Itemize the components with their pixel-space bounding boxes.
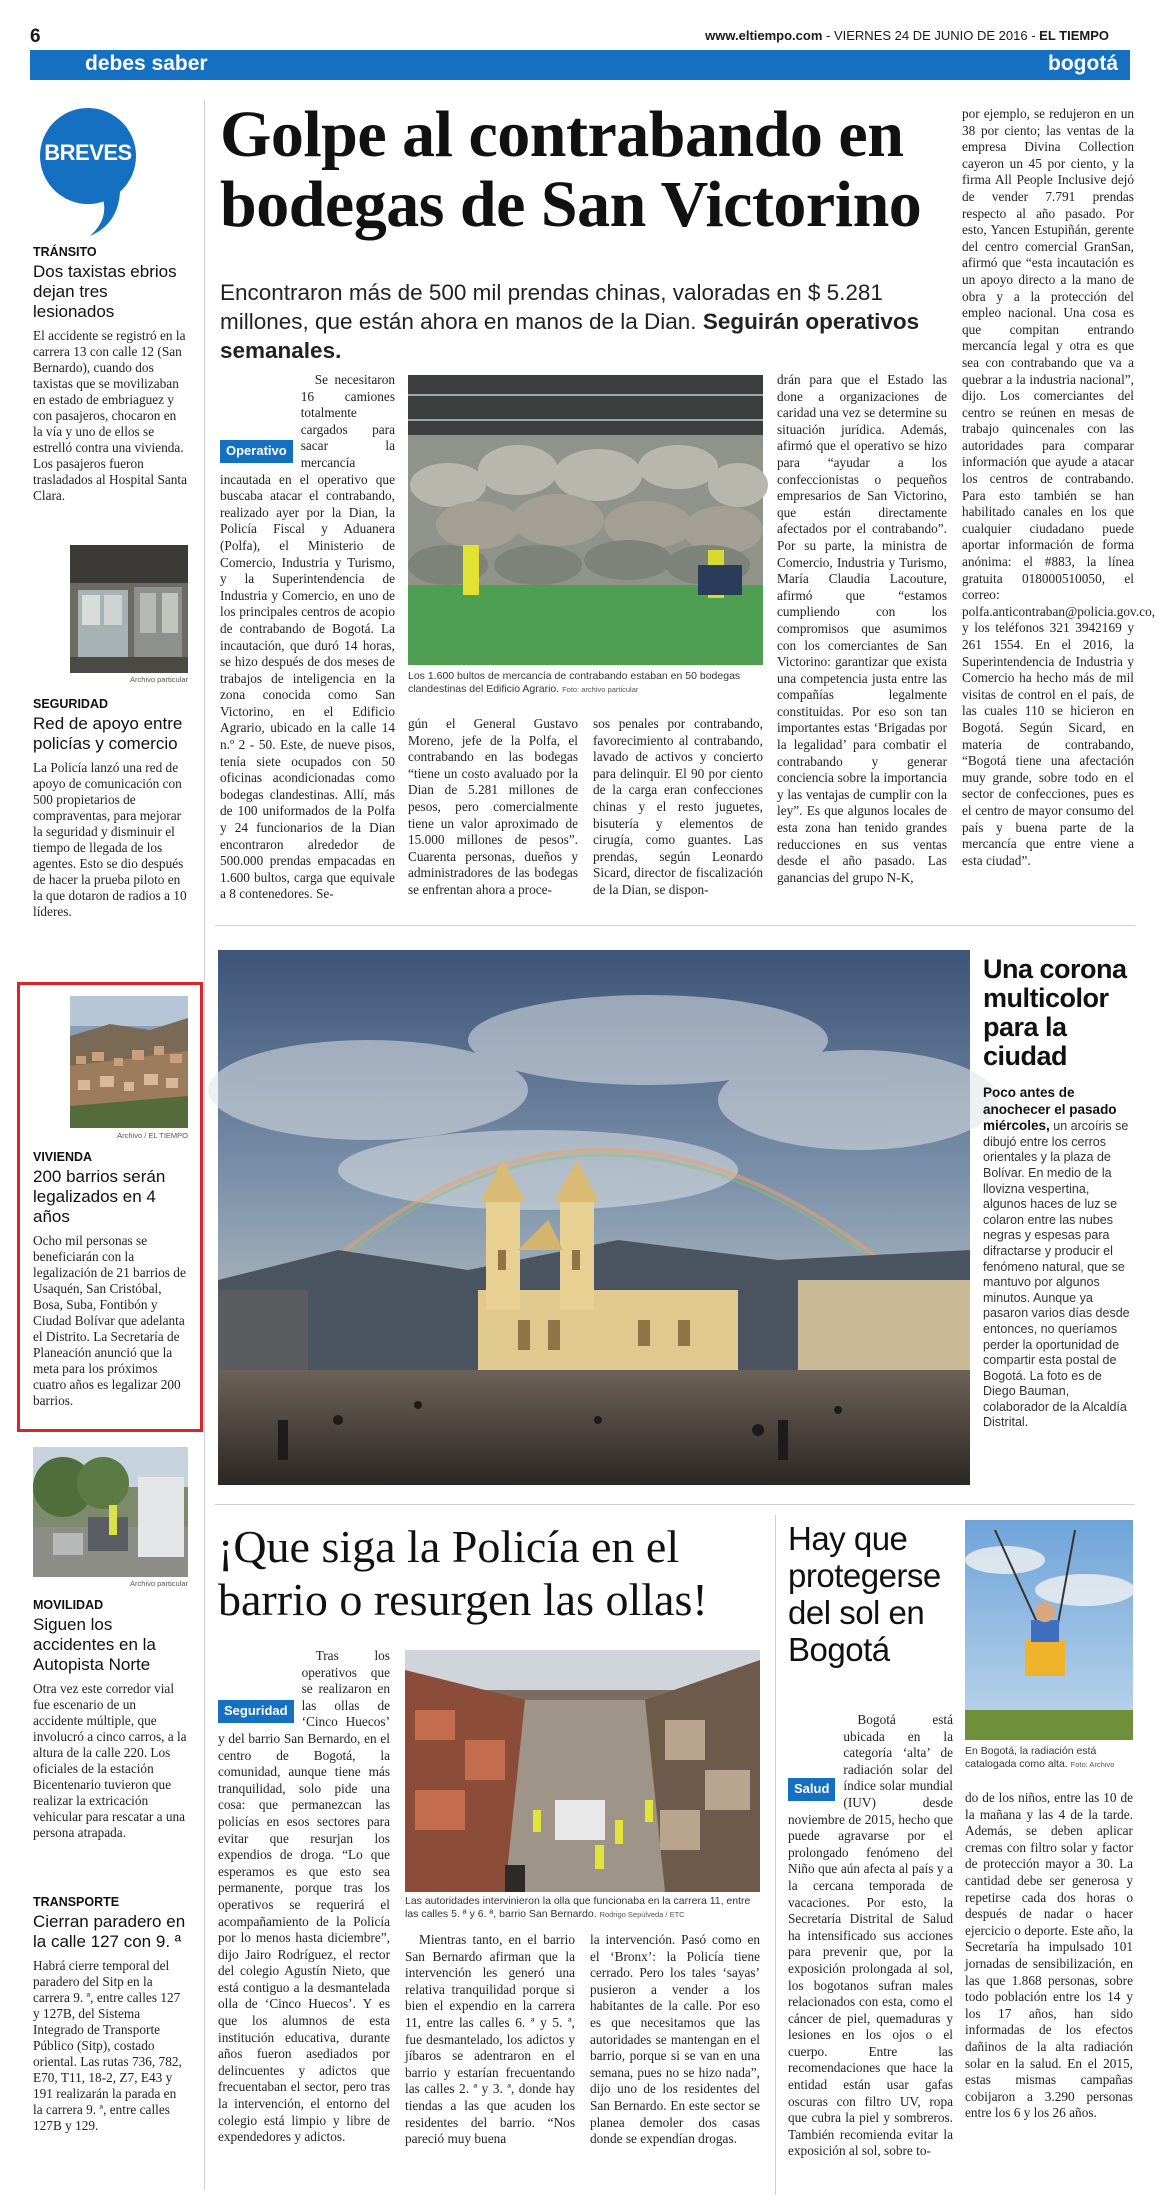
photo-credit: Foto: Archivo — [1070, 1760, 1115, 1769]
article-text: Se necesitaron 16 camiones totalmente cargados para sacar la mercancía incautada en el operativo que buscaba atacar el contrabando, realizado ayer por la Dian, la Policía Fiscal y Aduanera (Polfa), el Ministerio de Comercio, Industria y Turismo, y la Superintendencia de Industria y Comercio, en uno de los principales centros de acopio de contrabando de Bogotá. La incautación, que duró 14 horas, se hizo después de dos meses de trabajos de inteligencia en la zona conocida como San Victorino, en el Edificio Agrario, ubicado en la calle 14 n.º 2 - 50. Este, de nueve pisos, tenía siete ocupados con 50 oficinas acondicionadas como bodegas clandestinas. Allí, más de 100 uniformados de la Polfa y 24 funcionarios de la Dian encontraron alrededor de 500.000 prendas empacadas en 1.600 bultos, carga que equivale a 8 contenedores. Se- — [220, 372, 395, 902]
feature-body: un arcoíris se dibujó entre los cerros orientales y la plaza de Bolívar. En medio de la llovizna vespertina, algunos haces de luz se colaron entre las nubes negras y espesas para difractarse y producir el fenómeno natural, que se mantuvo por algunos minutos. Aunque ya pasaron varios días desde entonces, no queríamos perder la oportunidad de compartir esta postal de Bogotá. La foto es de Diego Bauman, colaborador de la Alcaldía Distrital. — [983, 1119, 1130, 1430]
brief-photo-autopista — [33, 1447, 188, 1577]
issue-date: VIERNES 24 DE JUNIO DE 2016 — [833, 28, 1028, 43]
brief-text: Habrá cierre temporal del paradero del Sitp en la carrera 9. ª, entre calles 127 y 127B, del Sistema Integrado de Transporte Público (Sitp), costado oriental. Las rutas 736, 782, E70, T11, 18-2, Z7, E43 y 191 realizarán la parada en la carrera 9. ª, entre calles 127B y 129. — [33, 1958, 182, 2133]
lead-col-5 — [962, 106, 1156, 912]
article-text: sos penales por contrabando, favorecimiento al contrabando, lavado de activos y concierto para delinquir. El 90 por ciento de la carga eran confecciones chinas y el resto juguetes, bisutería y elementos de cirugía, como guantes. Las prendas, según Leonardo Sicard, director de fiscalización de la Dian, se dispon- — [593, 716, 763, 897]
photo-credit: Rodrigo Sepúlveda / ETC — [599, 1910, 685, 1919]
rule — [215, 925, 1135, 926]
lead-headline[interactable]: Golpe al contrabando en bodegas de San Victorino — [220, 98, 922, 241]
brief-transito — [33, 245, 189, 504]
brief-label: TRANSPORTE — [33, 1895, 120, 1909]
photo-credit: Foto: archivo particular — [562, 685, 639, 694]
photo-caption — [965, 1745, 1133, 1771]
brief-movilidad — [33, 1598, 189, 1841]
brief-text: La Policía lanzó una red de apoyo de comunicación con 500 propietarios de compraventas, para mejorar la seguridad y disminuir el tiempo de llegada de los agentes. Esto se dio después de hacer la prueba piloto en la que dotaron de radios a 10 líderes. — [33, 760, 187, 919]
section-city: bogotá — [1048, 52, 1118, 75]
lead-col-4 — [777, 372, 947, 912]
section-tag: Operativo — [220, 440, 293, 463]
brief-vivienda — [33, 1150, 193, 1409]
police-col-2 — [405, 1932, 575, 2192]
column-divider — [204, 100, 205, 2190]
feature-text — [983, 1085, 1133, 1431]
caption-text: En Bogotá, la radiación está catalogada como alta. — [965, 1745, 1097, 1770]
rainbow-photo — [218, 950, 970, 1485]
lead-col-2 — [408, 716, 578, 912]
article-text: Tras los operativos que se realizaron en las ollas de ‘Cinco Huecos’ y del barrio San Bernardo, en el centro de Bogotá, la comunidad, aunque tiene más tranquilidad, solo pide una cosa: que permanezcan las policías en esos sectores para evitar que resurjan los expendios de droga. “Lo que esperamos es que esto sea permanente, porque tras los operativos se requerirá el acompañamiento de la Policía por lo menos hasta diciembre”, dijo Jairo Rodríguez, el rector del colegio Agustín Nieto, que está contiguo a la desmantelada olla de ‘Cinco Huecos’. Y es que los alumnos de esta institución educativa, durante años fueron asediados por delincuentes y adictos que frecuentaban el sector, pero tras la intervención, el entorno del colegio está limpio y libre de expendedores y adictos. — [218, 1648, 390, 2145]
lead-photo — [408, 375, 763, 665]
brief-photo-barrios — [70, 996, 188, 1128]
sun-photo — [965, 1520, 1133, 1740]
folio: www.eltiempo.com - VIERNES 24 DE JUNIO DE 2016 - EL TIEMPO — [705, 28, 1109, 43]
police-headline[interactable]: ¡Que siga la Policía en el barrio o resurgen las ollas! — [218, 1521, 708, 1625]
rule — [215, 1504, 1135, 1505]
photo-credit: Archivo / EL TIEMPO — [117, 1131, 188, 1140]
section-bar — [30, 50, 1130, 80]
brief-transporte — [33, 1895, 189, 2134]
brief-photo-shop — [70, 545, 188, 673]
brief-label: MOVILIDAD — [33, 1598, 104, 1612]
brief-text: El accidente se registró en la carrera 13 con calle 12 (San Bernardo), cuando dos taxistas que se movilizaban en estado de embriaguez y con pasajeros, chocaron en la vía y uno de ellos se estrelló contra una vivienda. Los pasajeros fueron trasladados al Hospital Santa Clara. — [33, 328, 187, 503]
brief-text: Ocho mil personas se beneficiarán con la legalización de 21 barrios de Usaquén, San Cristóbal, Bosa, Suba, Fontibón y Ciudad Bolívar que adelanta el Distrito. La Secretaría de Planeación anunció que la meta para los próximos cuatro años es legalizar 200 barrios. — [33, 1233, 186, 1408]
feature-lead: Poco antes de anochecer el pasado miércoles, — [983, 1085, 1117, 1134]
brief-headline[interactable]: Red de apoyo entre policías y comercio — [33, 714, 183, 753]
brief-headline[interactable]: Siguen los accidentes en la Autopista Norte — [33, 1615, 156, 1674]
deck-text: Encontraron más de 500 mil prendas chinas, valoradas en $ 5.281 millones, que están ahora en manos de la Dian. — [220, 280, 883, 334]
feature-headline[interactable]: Una corona multicolor para la ciudad — [983, 954, 1127, 1071]
sun-col-2 — [965, 1790, 1133, 2195]
photo-caption — [408, 670, 763, 696]
article-text: gún el General Gustavo Moreno, jefe de la Polfa, el contrabando en las bodegas “tiene un costo avaluado por la Dian de 5.281 millones de pesos, pero comercialmente tiene un valor aproximado de 15.000 millones de pesos”. Cuarenta personas, dueños y administradores de las bodegas se enfrentan ahora a proce- — [408, 716, 578, 897]
caption-text: Las autoridades intervinieron la olla que funcionaba en la carrera 11, entre las calles 5. ª y 6. ª, barrio San Bernardo. — [405, 1895, 751, 1920]
site-url[interactable]: www.eltiempo.com — [705, 28, 823, 43]
breves-badge — [40, 108, 136, 238]
brief-headline[interactable]: Cierran paradero en la calle 127 con 9. ª — [33, 1912, 186, 1951]
column-divider — [775, 1515, 776, 2195]
brief-label: VIVIENDA — [33, 1150, 93, 1164]
police-col-1 — [218, 1648, 390, 2193]
page-number: 6 — [30, 26, 41, 47]
brief-label: SEGURIDAD — [33, 697, 109, 711]
police-photo — [405, 1650, 760, 1892]
section-tag: Salud — [788, 1778, 835, 1801]
lead-col-3 — [593, 716, 763, 912]
article-text: Mientras tanto, en el barrio San Bernardo afirman que la intervención les generó una relativa tranquilidad porque si bien el expendio en la carrera 11, entre las calles 6. ª y 5. ª, fue desmantelado, los adictos y jíbaros se adentraron en el barrio y estarían frecuentando las calles 2. ª y 3. ª, donde hay tiendas a las que acuden los residentes del barrio. “Nos pareció muy buena — [405, 1932, 575, 2147]
photo-credit: Archivo particular — [130, 1579, 188, 1588]
brief-headline[interactable]: Dos taxistas ebrios dejan tres lesionados — [33, 262, 177, 321]
article-text: do de los niños, entre las 10 de la mañana y las 4 de la tarde. Además, se deben aplicar cremas con filtro solar y factor de protección mayor a 30. La cantidad debe ser generosa y repetirse cada dos horas o después de nadar o hacer ejercicio o deporte. Este año, la Secretaría ha impulsado 101 jornadas de sensibilización, en las que 1.868 personas, sobre todo población entre los 14 y los 17 años, han sido informadas de los efectos dañinos de la alta radiación solar en la salud. En el 2015, estas mismas campañas cobijaron a 3.290 personas entre los 6 y los 26 años. — [965, 1790, 1133, 2121]
article-text: drán para que el Estado las done a organizaciones de caridad una vez se determine su situación jurídica. Además, afirmó que el operativo se hizo para “ayudar a los confeccionistas o pequeños empresarios de San Victorino, que están directamente afectados por el contrabando”. Por su parte, la ministra de Comercio, Industria y Turismo, María Claudia Lacouture, afirmó que “estamos cumpliendo con los compromisos que asumimos con los comerciantes de San Victorino: garantizar que exista una competencia justa entre las compañías legalmente constituidas. Por eso son tan importantes estas ‘Brigadas por la legalidad’ para combatir el contrabando y generar conciencia sobre la importancia y las ventajas de cumplir con la ley”. Es que algunos locales de esta zona han tenido grandes reducciones en sus ventas desde el año pasado. Las ganancias del grupo N-K, — [777, 372, 947, 885]
article-text: por ejemplo, se redujeron en un 38 por ciento; las ventas de la empresa Divina Collection cayeron un 45 por ciento, y la firma All People Inclusive dejó de vender 7.791 prendas respecto al año pasado. Por esto, Yancen Estupiñán, gerente del centro comercial GranSan, afirmó que “esta incautación es un apoyo directo a la mano de obra y a la protección del empleo nacional. Una cosa es que compitan entrando mercancía legal y otra es que sea con contrabando que va a quebrar a la industria nacional”, dijo. Los comerciantes del centro se reúnen en mesas de trabajo quincenales con las autoridades para comparar información que ayude a atacar los centros de contrabando. Para esto también se han habilitado canales en los que cualquier ciudadano puede aportar información de forma anónima: el #883, la línea gratuita 018000510050, el correo: polfa.anticontraban@policia.gov.co, y los teléfonos 321 3942169 y 261 1554. En el 2016, la Superintendencia de Industria y Comercio ha hecho más de mil visitas de control en el país, de las cuales 110 se hicieron en Bogotá. Según Sicard, en materia de contrabando, “Bogotá tiene una afectación muy grande, sobre todo en el sector de confecciones, pues es el centro de mayor consumo del país y buena parte de la mercancía que entre viene a esta ciudad”. — [962, 106, 1156, 868]
deck-emphasis: Seguirán operativos semanales. — [220, 309, 920, 363]
caption-text: Los 1.600 bultos de mercancía de contrabando estaban en 50 bodegas clandestinas del Edificio Agrario. — [408, 670, 741, 695]
brief-seguridad — [33, 697, 189, 920]
paper-name: EL TIEMPO — [1039, 28, 1109, 43]
brief-label: TRÁNSITO — [33, 245, 97, 259]
breves-label: BREVES — [44, 140, 132, 165]
photo-caption — [405, 1895, 760, 1921]
brief-headline[interactable]: 200 barrios serán legalizados en 4 años — [33, 1167, 166, 1226]
article-text: Bogotá está ubicada en la categoría ‘alta’ de radiación solar del índice solar mundial (IUV) desde noviembre de 2015, hecho que puede agravarse por el prolongado fenómeno del Niño que aún afecta al país y a la cercana temporada de vacaciones. Por esto, la Secretaría Distrital de Salud ha intensificado sus acciones para prevenir que, por la exposición prolongada al sol, los bogotanos sufran males relacionados con esta, como el cáncer de piel, quemaduras y lesiones en los ojos o el cuerpo. Entre las recomendaciones que hace la entidad están usar gafas oscuras con filtro UV, ropa que cubra la piel y sombreros. También recomienda evitar la exposición al sol, sobre to- — [788, 1712, 953, 2159]
photo-credit: Archivo particular — [130, 675, 188, 684]
lead-deck — [220, 278, 960, 365]
rainbow-story — [983, 955, 1133, 1431]
section-title: debes saber — [85, 52, 208, 75]
sun-col-1 — [788, 1712, 953, 2195]
brief-text: Otra vez este corredor vial fue escenario de un accidente múltiple, que involucró a cinco carros, a la altura de la calle 220. Los oficiales de la estación Bicentenario tuvieron que realizar la extricación vehicular para rescatar a una persona atrapada. — [33, 1681, 187, 1840]
lead-col-1 — [220, 372, 395, 912]
police-col-3 — [590, 1932, 760, 2192]
section-tag: Seguridad — [218, 1700, 294, 1723]
article-text: la intervención. Pasó como en el ‘Bronx’: la Policía tiene cerrado. Pero los tales ‘sayas’ pusieron a vender a los habitantes de la calle. Por eso es que necesitamos que las autoridades se mantengan en el barrio, porque si se van en una semana, pues no se hizo nada”, dijo uno de los residentes del San Bernardo. En este sector se planea demoler dos casas donde se expendían drogas. — [590, 1932, 760, 2147]
sun-headline[interactable]: Hay que protegerse del sol en Bogotá — [788, 1520, 941, 1668]
